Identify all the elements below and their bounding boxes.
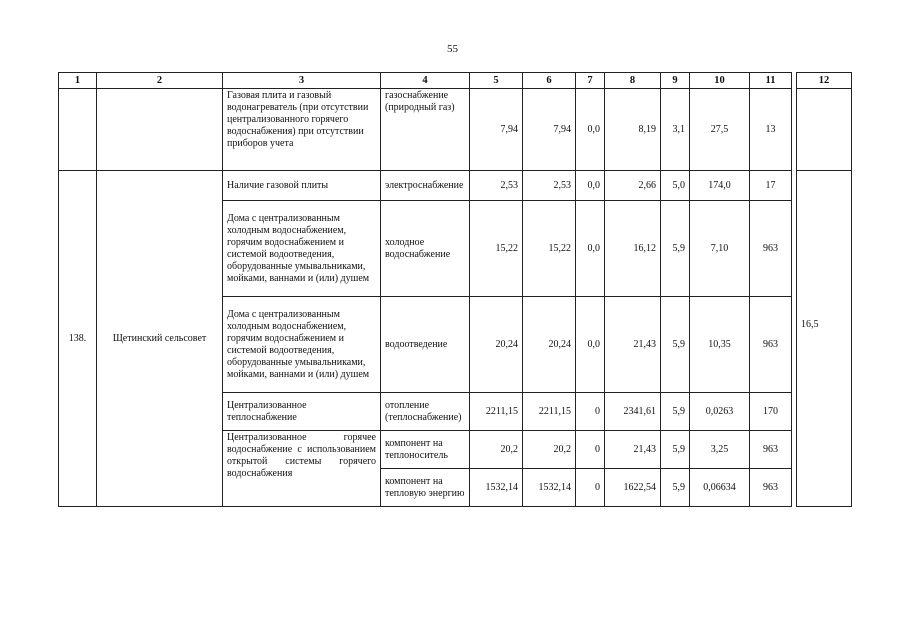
value-cell: 2211,15 [470, 393, 523, 431]
header-cell: 12 [797, 73, 852, 89]
value-cell: 1532,14 [470, 469, 523, 507]
value-cell: 2341,61 [605, 393, 661, 431]
value-cell: 1622,54 [605, 469, 661, 507]
header-cell: 5 [470, 73, 523, 89]
value-cell: 0,0 [576, 171, 605, 201]
value-cell: 5,9 [661, 297, 690, 393]
value-cell: 0 [576, 431, 605, 469]
value-cell: 7,94 [523, 89, 576, 171]
value-cell: 170 [750, 393, 792, 431]
header-cell: 10 [690, 73, 750, 89]
tariff-table-container [58, 72, 852, 507]
value-cell: 963 [750, 469, 792, 507]
value-cell: 17 [750, 171, 792, 201]
tariff-table [58, 72, 852, 507]
value-cell: 3,25 [690, 431, 750, 469]
value-cell: 21,43 [605, 297, 661, 393]
description-cell: Централизованное горячее водоснабжение с использованием открытой системы горячего водоснабжения [223, 431, 381, 507]
value-cell: 3,1 [661, 89, 690, 171]
description-cell: Дома с централизованным холодным водоснабжением, горячим водоснабжением и системой водоотведения, оборудованные умывальниками, мойками, ваннами и (или) душем [223, 201, 381, 297]
value-cell: 10,35 [690, 297, 750, 393]
resource-cell: компонент на тепловую энергию [381, 469, 470, 507]
value-cell: 7,10 [690, 201, 750, 297]
value-cell: 0,0263 [690, 393, 750, 431]
value-cell: 0,06634 [690, 469, 750, 507]
value-cell: 16,12 [605, 201, 661, 297]
header-cell: 6 [523, 73, 576, 89]
header-cell: 11 [750, 73, 792, 89]
value-cell: 0,0 [576, 201, 605, 297]
value-cell: 20,2 [470, 431, 523, 469]
settlement-cell: Щетинский сельсовет [97, 171, 223, 507]
value-cell: 174,0 [690, 171, 750, 201]
settlement-cell-empty [97, 89, 223, 171]
table-row [59, 89, 852, 171]
description-cell: Газовая плита и газовый водонагреватель (при отсутствии централизованного горячего водоснабжения) при отсутствии приборов учета [223, 89, 381, 171]
resource-cell: водоотведение [381, 297, 470, 393]
value-cell: 7,94 [470, 89, 523, 171]
value-cell: 2,53 [470, 171, 523, 201]
table-row [59, 171, 852, 201]
value-cell: 5,9 [661, 431, 690, 469]
value-cell: 5,9 [661, 469, 690, 507]
description-cell: Централизованное теплоснабжение [223, 393, 381, 431]
col12-cell: 16,5 [797, 171, 852, 507]
description-cell: Дома с централизованным холодным водоснабжением, горячим водоснабжением и системой водоотведения, оборудованные умывальниками, мойками, ваннами и (или) душем [223, 297, 381, 393]
value-cell: 2,53 [523, 171, 576, 201]
page-number: 55 [447, 43, 458, 55]
value-cell: 5,9 [661, 201, 690, 297]
resource-cell: газоснабжение (природный газ) [381, 89, 470, 171]
value-cell: 13 [750, 89, 792, 171]
value-cell: 963 [750, 201, 792, 297]
header-cell: 3 [223, 73, 381, 89]
header-cell: 4 [381, 73, 470, 89]
value-cell: 963 [750, 297, 792, 393]
value-cell: 20,24 [470, 297, 523, 393]
header-row [59, 73, 852, 89]
value-cell: 27,5 [690, 89, 750, 171]
header-cell: 2 [97, 73, 223, 89]
value-cell: 0,0 [576, 89, 605, 171]
resource-cell: компонент на теплоноситель [381, 431, 470, 469]
value-cell: 15,22 [523, 201, 576, 297]
value-cell: 0 [576, 469, 605, 507]
row-number-cell: 138. [59, 171, 97, 507]
row-number-cell-empty [59, 89, 97, 171]
value-cell: 0 [576, 393, 605, 431]
header-cell: 7 [576, 73, 605, 89]
resource-cell: холодное водоснабжение [381, 201, 470, 297]
value-cell: 5,9 [661, 393, 690, 431]
resource-cell: электроснабжение [381, 171, 470, 201]
value-cell: 21,43 [605, 431, 661, 469]
value-cell: 5,0 [661, 171, 690, 201]
value-cell: 963 [750, 431, 792, 469]
description-cell: Наличие газовой плиты [223, 171, 381, 201]
value-cell: 1532,14 [523, 469, 576, 507]
resource-cell: отопление (теплоснабжение) [381, 393, 470, 431]
value-cell: 2211,15 [523, 393, 576, 431]
value-cell: 2,66 [605, 171, 661, 201]
value-cell: 0,0 [576, 297, 605, 393]
col12-cell-empty [797, 89, 852, 171]
value-cell: 20,2 [523, 431, 576, 469]
value-cell: 15,22 [470, 201, 523, 297]
value-cell: 8,19 [605, 89, 661, 171]
value-cell: 20,24 [523, 297, 576, 393]
header-cell: 9 [661, 73, 690, 89]
header-cell: 8 [605, 73, 661, 89]
header-cell: 1 [59, 73, 97, 89]
